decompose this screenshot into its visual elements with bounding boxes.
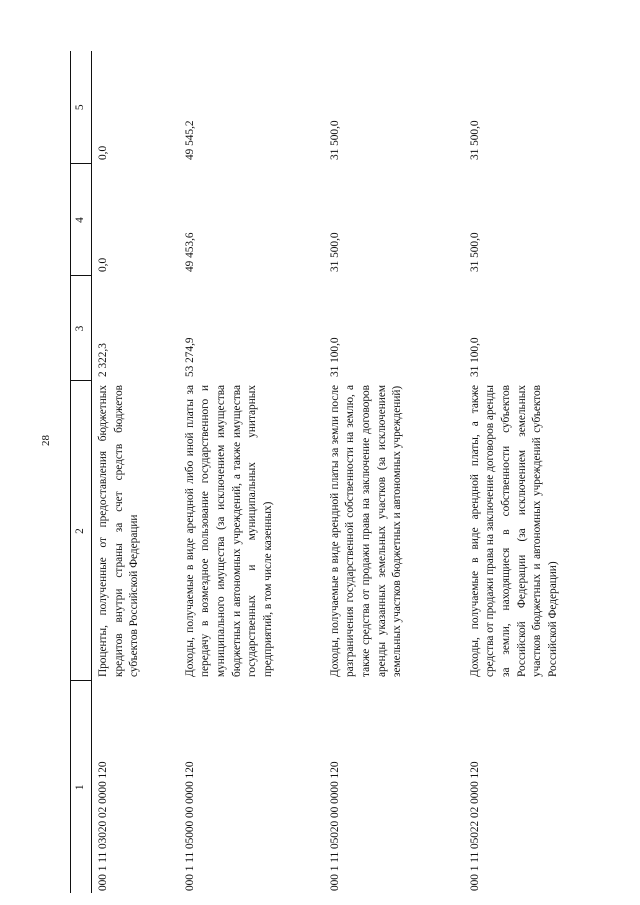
header-col-1: 1 <box>71 681 92 893</box>
row-code: 000 1 11 05020 00 0000 120 <box>328 761 341 891</box>
row-value-col4: 0,0 <box>97 257 109 272</box>
rotated-table-wrapper <box>70 51 560 893</box>
row-value-col5: 31 500,0 <box>468 120 481 160</box>
page-number: 28 <box>40 435 52 446</box>
row-value-col4: 31 500,0 <box>468 232 481 272</box>
row-value-col5: 49 545,2 <box>183 120 196 160</box>
table-row <box>464 51 580 893</box>
header-col-5: 5 <box>71 51 92 164</box>
row-code: 000 1 11 03020 02 0000 120 <box>97 761 109 891</box>
row-value-col3: 53 274,9 <box>183 337 196 377</box>
row-value-col5: 31 500,0 <box>328 120 341 160</box>
row-code: 000 1 11 05000 00 0000 120 <box>183 761 196 891</box>
row-value-col4: 31 500,0 <box>328 232 341 272</box>
row-code: 000 1 11 05022 02 0000 120 <box>468 761 481 891</box>
header-col-4: 4 <box>71 164 92 276</box>
row-value-col3: 2 322,3 <box>97 343 109 377</box>
row-value-col3: 31 100,0 <box>468 337 481 377</box>
table-row <box>179 51 324 893</box>
revenue-table <box>70 51 580 893</box>
row-description: Проценты, полученные от предоставления бюджетных кредитов внутри страны за счет средств бюджетов субъектов Российской Федерации <box>97 385 141 677</box>
row-value-col4: 49 453,6 <box>183 232 196 272</box>
row-value-col5: 0,0 <box>97 145 109 160</box>
row-value-col3: 31 100,0 <box>328 337 341 377</box>
table-row <box>324 51 464 893</box>
header-col-2: 2 <box>71 381 92 681</box>
table-row <box>92 51 179 893</box>
row-description: Доходы, получаемые в виде арендной либо иной платы за передачу в возмездное пользование государственного и муниципального имущества (за исключением имущества бюджетных и автономных учреждений, а также имущества государственных и муниципальных унитарных предприятий, в том числе казенных) <box>183 385 275 677</box>
header-row <box>71 51 92 893</box>
row-description: Доходы, получаемые в виде арендной платы за земли после разграничения государственной собственности на землю, а также средства от продажи права на заключение договоров аренды указанных земельных участков (за исключением земельных участков бюджетных и автономных учреждений) <box>328 385 404 677</box>
row-description: Доходы, получаемые в виде арендной платы, а также средства от продажи права на заключение договоров аренды за земли, находящиеся в собственности субъектов Российской Федерации (за исключением земельных участков бюджетных и автономных учреждений субъектов Российской Федерации) <box>468 385 560 677</box>
header-col-3: 3 <box>71 276 92 381</box>
